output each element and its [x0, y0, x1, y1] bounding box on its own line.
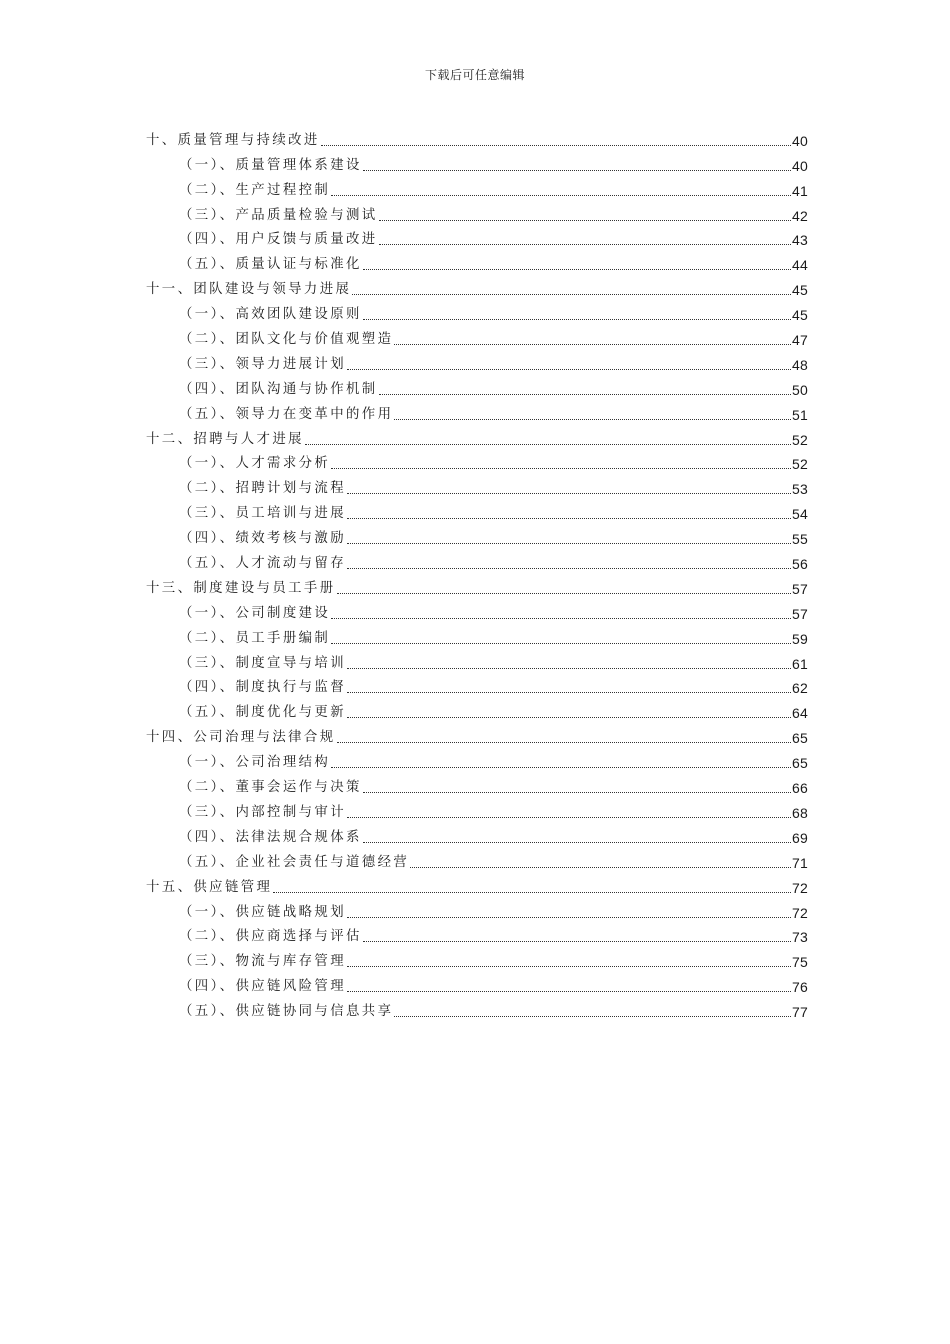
toc-chapter-entry[interactable] — [146, 424, 808, 449]
toc-page-number: 57 — [792, 605, 808, 622]
toc-dot-leader — [347, 916, 791, 918]
header-note: 下载后可任意编辑 — [424, 68, 525, 82]
toc-dot-leader — [305, 443, 791, 445]
toc-entry-label: 十四、公司治理与法律合规 — [146, 730, 336, 746]
toc-entry-label: （四）、制度执行与监督 — [179, 680, 346, 696]
toc-entry-label: （四）、供应链风险管理 — [179, 979, 346, 995]
toc-entry-label: （五）、人才流动与留存 — [179, 556, 346, 572]
toc-chapter-entry[interactable] — [146, 573, 808, 598]
toc-entry-label: 十、质量管理与持续改进 — [146, 132, 320, 148]
toc-section-entry[interactable] — [146, 473, 808, 498]
toc-section-entry[interactable] — [146, 175, 808, 200]
toc-dot-leader — [347, 492, 791, 494]
toc-dot-leader — [363, 841, 791, 843]
toc-page-number: 54 — [792, 506, 808, 523]
toc-entry-label: （三）、领导力进展计划 — [179, 356, 346, 372]
table-of-contents — [146, 125, 808, 1021]
toc-entry-label: （五）、企业社会责任与道德经营 — [179, 854, 410, 870]
toc-section-entry[interactable] — [146, 697, 808, 722]
toc-section-entry[interactable] — [146, 225, 808, 250]
toc-section-entry[interactable] — [146, 996, 808, 1021]
toc-section-entry[interactable] — [146, 623, 808, 648]
toc-section-entry[interactable] — [146, 673, 808, 698]
toc-page-number: 43 — [792, 232, 808, 249]
toc-page-number: 69 — [792, 829, 808, 846]
toc-entry-label: （二）、生产过程控制 — [179, 182, 331, 198]
toc-page-number: 75 — [792, 954, 808, 971]
toc-entry-label: （二）、董事会运作与决策 — [179, 780, 362, 796]
toc-dot-leader — [363, 791, 791, 793]
toc-page-number: 72 — [792, 904, 808, 921]
toc-dot-leader — [347, 667, 791, 669]
toc-section-entry[interactable] — [146, 449, 808, 474]
toc-dot-leader — [331, 642, 791, 644]
toc-section-entry[interactable] — [146, 548, 808, 573]
toc-section-entry[interactable] — [146, 797, 808, 822]
toc-page-number: 45 — [792, 307, 808, 324]
toc-page-number: 40 — [792, 157, 808, 174]
toc-entry-label: （一）、人才需求分析 — [179, 456, 331, 472]
toc-dot-leader — [347, 542, 791, 544]
toc-page-number: 59 — [792, 630, 808, 647]
toc-dot-leader — [347, 368, 791, 370]
toc-dot-leader — [379, 219, 791, 221]
toc-section-entry[interactable] — [146, 498, 808, 523]
toc-section-entry[interactable] — [146, 747, 808, 772]
toc-page-number: 55 — [792, 531, 808, 548]
toc-section-entry[interactable] — [146, 897, 808, 922]
toc-dot-leader — [363, 940, 791, 942]
toc-dot-leader — [331, 617, 791, 619]
toc-dot-leader — [394, 1015, 791, 1017]
toc-entry-label: （三）、产品质量检验与测试 — [179, 207, 378, 223]
toc-dot-leader — [352, 293, 791, 295]
toc-dot-leader — [337, 741, 792, 743]
toc-dot-leader — [394, 343, 791, 345]
toc-entry-label: （五）、制度优化与更新 — [179, 705, 346, 721]
toc-section-entry[interactable] — [146, 150, 808, 175]
toc-dot-leader — [363, 169, 791, 171]
toc-page-number: 53 — [792, 481, 808, 498]
toc-section-entry[interactable] — [146, 922, 808, 947]
toc-entry-label: （四）、法律法规合规体系 — [179, 829, 362, 845]
toc-page-number: 68 — [792, 804, 808, 821]
toc-page-number: 57 — [792, 580, 808, 597]
toc-section-entry[interactable] — [146, 200, 808, 225]
toc-page-number: 65 — [792, 755, 808, 772]
toc-dot-leader — [394, 418, 791, 420]
toc-page-number: 61 — [792, 655, 808, 672]
toc-entry-label: （五）、供应链协同与信息共享 — [179, 1004, 394, 1020]
toc-dot-leader — [379, 243, 791, 245]
toc-page-number: 64 — [792, 705, 808, 722]
toc-section-entry[interactable] — [146, 598, 808, 623]
toc-page-number: 51 — [792, 406, 808, 423]
toc-dot-leader — [347, 716, 791, 718]
toc-entry-label: （二）、招聘计划与流程 — [179, 481, 346, 497]
toc-dot-leader — [363, 318, 791, 320]
toc-entry-label: 十五、供应链管理 — [146, 879, 273, 895]
toc-page-number: 41 — [792, 182, 808, 199]
toc-dot-leader — [331, 766, 791, 768]
toc-dot-leader — [347, 691, 791, 693]
toc-dot-leader — [347, 816, 791, 818]
toc-page-number: 71 — [792, 854, 808, 871]
toc-page-number: 44 — [792, 257, 808, 274]
toc-page-number: 56 — [792, 556, 808, 573]
toc-section-entry[interactable] — [146, 648, 808, 673]
toc-page-number: 76 — [792, 979, 808, 996]
toc-page-number: 45 — [792, 282, 808, 299]
toc-page-number: 48 — [792, 356, 808, 373]
toc-page-number: 72 — [792, 879, 808, 896]
toc-entry-label: （二）、供应商选择与评估 — [179, 929, 362, 945]
toc-chapter-entry[interactable] — [146, 274, 808, 299]
toc-entry-label: 十一、团队建设与领导力进展 — [146, 282, 352, 298]
toc-entry-label: （三）、内部控制与审计 — [179, 804, 346, 820]
toc-entry-label: （一）、公司治理结构 — [179, 755, 331, 771]
toc-dot-leader — [363, 268, 791, 270]
toc-page-number: 47 — [792, 332, 808, 349]
toc-entry-label: 十二、招聘与人才进展 — [146, 431, 304, 447]
toc-entry-label: （三）、物流与库存管理 — [179, 954, 346, 970]
toc-page-number: 40 — [792, 132, 808, 149]
toc-entry-label: （四）、用户反馈与质量改进 — [179, 232, 378, 248]
toc-chapter-entry[interactable] — [146, 722, 808, 747]
toc-entry-label: （二）、员工手册编制 — [179, 630, 331, 646]
toc-entry-label: （三）、制度宣导与培训 — [179, 655, 346, 671]
toc-page-number: 65 — [792, 730, 808, 747]
toc-section-entry[interactable] — [146, 523, 808, 548]
toc-page-number: 42 — [792, 207, 808, 224]
toc-section-entry[interactable] — [146, 299, 808, 324]
toc-dot-leader — [331, 467, 791, 469]
toc-entry-label: 十三、制度建设与员工手册 — [146, 580, 336, 596]
toc-section-entry[interactable] — [146, 374, 808, 399]
toc-page-number: 66 — [792, 780, 808, 797]
toc-chapter-entry[interactable] — [146, 125, 808, 150]
toc-entry-label: （四）、绩效考核与激励 — [179, 531, 346, 547]
toc-entry-label: （一）、供应链战略规划 — [179, 904, 346, 920]
toc-section-entry[interactable] — [146, 349, 808, 374]
toc-entry-label: （三）、员工培训与进展 — [179, 506, 346, 522]
toc-page-number: 52 — [792, 456, 808, 473]
toc-dot-leader — [321, 144, 791, 146]
toc-dot-leader — [347, 965, 791, 967]
toc-dot-leader — [337, 592, 792, 594]
toc-section-entry[interactable] — [146, 324, 808, 349]
toc-entry-label: （五）、质量认证与标准化 — [179, 257, 362, 273]
toc-section-entry[interactable] — [146, 946, 808, 971]
toc-section-entry[interactable] — [146, 249, 808, 274]
toc-chapter-entry[interactable] — [146, 872, 808, 897]
toc-dot-leader — [273, 891, 791, 893]
toc-page-number: 73 — [792, 929, 808, 946]
toc-page-number: 50 — [792, 381, 808, 398]
toc-dot-leader — [347, 990, 791, 992]
toc-dot-leader — [410, 866, 791, 868]
toc-entry-label: （一）、质量管理体系建设 — [179, 157, 362, 173]
toc-dot-leader — [379, 393, 791, 395]
toc-dot-leader — [347, 517, 791, 519]
toc-dot-leader — [347, 567, 791, 569]
toc-section-entry[interactable] — [146, 399, 808, 424]
toc-page-number: 62 — [792, 680, 808, 697]
toc-page-number: 77 — [792, 1004, 808, 1021]
toc-section-entry[interactable] — [146, 822, 808, 847]
toc-dot-leader — [331, 194, 791, 196]
toc-entry-label: （五）、领导力在变革中的作用 — [179, 406, 394, 422]
toc-entry-label: （四）、团队沟通与协作机制 — [179, 381, 378, 397]
toc-entry-label: （一）、高效团队建设原则 — [179, 307, 362, 323]
toc-section-entry[interactable] — [146, 772, 808, 797]
toc-entry-label: （二）、团队文化与价值观塑造 — [179, 332, 394, 348]
toc-entry-label: （一）、公司制度建设 — [179, 605, 331, 621]
toc-section-entry[interactable] — [146, 971, 808, 996]
toc-section-entry[interactable] — [146, 847, 808, 872]
toc-page-number: 52 — [792, 431, 808, 448]
